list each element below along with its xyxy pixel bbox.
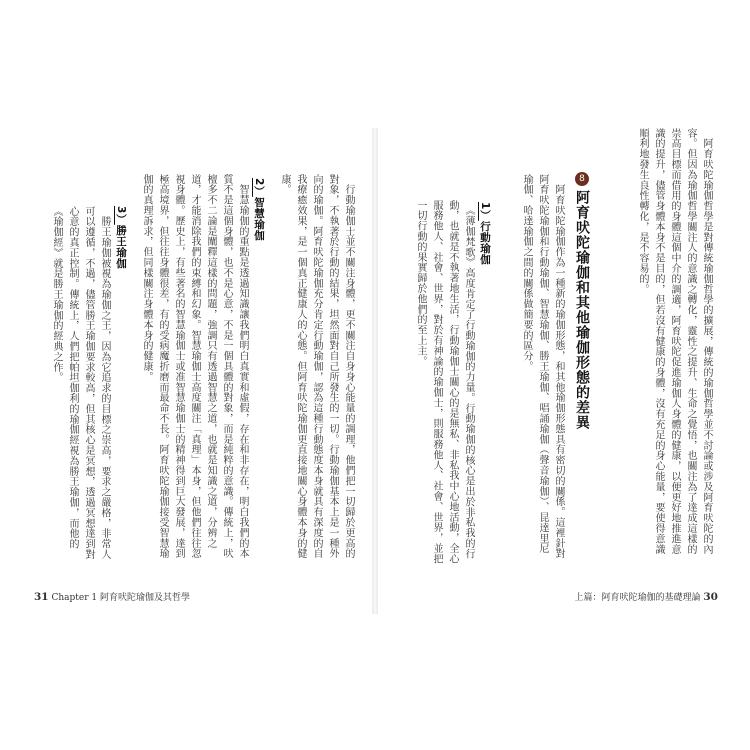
sub3-title: 勝王瑜伽 [115,224,127,269]
sub1-number: 1） [479,202,491,221]
sub1-title: 行動瑜伽 [479,220,491,265]
sub3-heading [114,206,129,286]
sub2-title: 智慧瑜伽 [253,196,265,241]
right-running-head: 上篇：阿育吠陀瑜伽的基礎理論 [574,593,701,603]
left-running-head: Chapter 1 阿育吠陀瑜伽及其哲學 [51,593,191,603]
book-spread [12,128,738,614]
intro-paragraph: 阿育吠陀瑜伽哲學是對傳統瑜伽哲學的擴展，傳統的瑜伽哲學並不討論或涉及阿育吠陀的內容。但因為瑜伽哲學關注人的意識之轉化，靈性之提升、生命之覺悟，也關注為了達成這樣的崇高目標而借用的身體這個中介的調適，阿育吠陀促進瑜伽人身體的健康，以便更好地推進意識的提升，儘管身體本身不是目的，但若沒有健康的身體，沒有充足的身心能量，要使得意識順利地發生良性轉化，是不容易的。 [637,128,712,555]
sub3-number: 3） [115,206,127,225]
sub3-body: 勝王瑜伽被視為瑜伽之王，因為它追求的目標之崇高，要求之嚴格，非常人可以遵循，不過，儘管勝王瑜伽要求較高，但其核心是冥想，透過冥想達到對心意的真正控制。傳統上，人們把帕坦伽利的瑜伽經視為勝王瑜伽，而他的《瑜伽經》就是勝王瑜伽的經典之作。 [51,206,110,560]
section-heading [570,172,592,472]
left-page [12,128,372,614]
sub2-body: 智慧瑜伽的重點是透過知識讓我們明白真實和虛假，存在和非存在，明白我們的本質不是這個身體，也不是心意，不是一個具體的對象，而是純粹的意識。傳統上，吠檀多不二論是闡釋這樣的問題，強調只有透過智慧之道，也就是知識之道，分辨之道，才能消除我們的束縛和幻象。智慧瑜伽士高度關注「真理」本身，但他們往往忽視身體。歷史上，有些著名的智慧瑜伽士或准智慧瑜伽士的精神得到巨大發展，達到極高境界，但往往身體很差，有的受病魔折磨而最命不長。阿育吠陀瑜伽接受智慧瑜伽的真理訴求，但同樣關注身體本身的健康。 [141,174,248,559]
right-footer [574,590,718,603]
left-footer [34,590,190,603]
sub2-number: 2） [253,178,265,197]
section-number-badge: 8 [575,172,589,186]
section-intro: 阿育吠陀瑜伽作為一種新的瑜伽形態，和其他瑜伽形態具有密切的關係。這裡針對阿育吠陀瑜伽和行動瑜伽、智慧瑜伽、勝王瑜伽、唱誦瑜伽（聲音瑜伽）、昆達里尼瑜伽、哈達瑜伽之間的關係做簡要的區分。 [521,174,564,559]
sub1-heading [478,202,493,282]
right-page-number: 30 [703,591,718,603]
sub1-body: 《薄伽梵歌》高度肯定了行動瑜伽的力量。行動瑜伽的核心是出於非私我的行動，也就是不執著地生活，行動瑜伽士關心的是無私、非私我中心地活動，全心服務他人、社會、世界，對於有神論的瑜伽士，則服務他人、社會、世界，並把一切行動的果實歸於他們的至上主。 [415,200,474,564]
section-title: 阿育吠陀瑜伽和其他瑜伽形態的差異 [574,190,590,430]
sub1-continued-body: 行動瑜伽士並不關注身體，更不關注自身身心能量的調理，他們把一切歸於更高的對象，不執著於行動的結果，坦然面對自己所發生的一切。行動瑜伽基本上是一種外向的瑜伽。阿育吠陀瑜伽充分肯定行動瑜伽，認為這種行動態度本身就具有深度的自我療癒效果，是一個真正健康人的心態。但阿育吠陀瑜伽更直接地關心身體本身的健康。 [279,174,354,559]
right-page [378,128,738,614]
sub2-heading [252,178,267,258]
left-page-number: 31 [34,591,49,603]
